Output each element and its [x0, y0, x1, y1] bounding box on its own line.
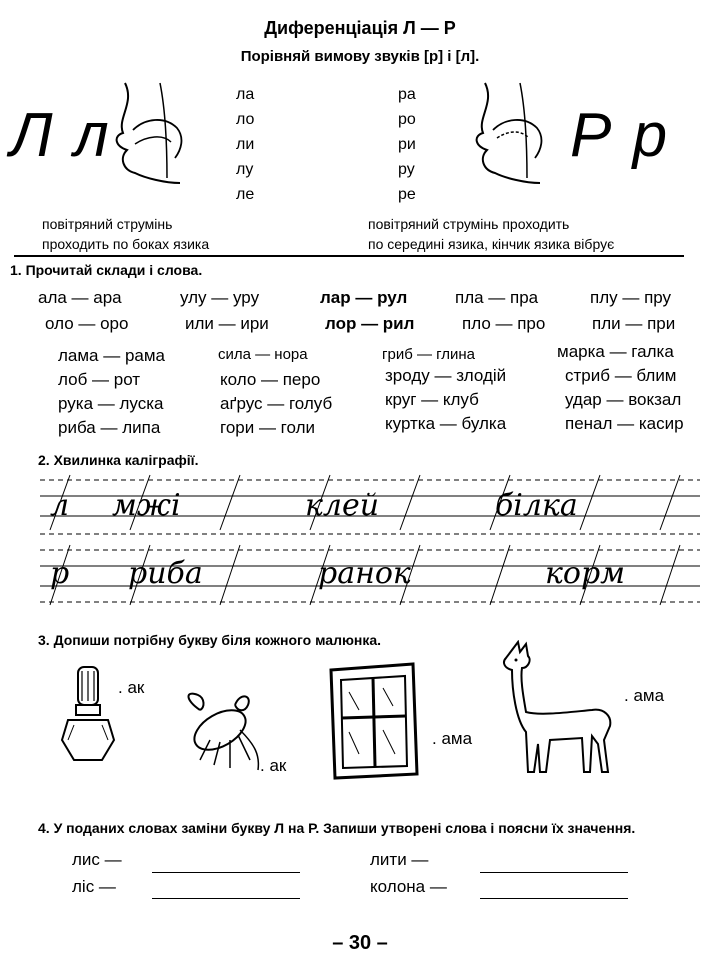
answer-blank[interactable]	[480, 872, 628, 873]
pair: пли — при	[592, 314, 676, 333]
word-pair: лама — рама	[58, 346, 166, 365]
syllable: ли	[236, 136, 255, 153]
task1-title: 1. Прочитай склади і слова.	[10, 262, 203, 278]
calligraphy-word: л	[50, 488, 70, 523]
description-line: повітряний струмінь	[42, 216, 173, 232]
task4-word: колона —	[370, 877, 447, 896]
pair: лар — рул	[320, 288, 408, 307]
word-pair: зроду — злодій	[385, 366, 507, 385]
word-pair: удар — вокзал	[565, 390, 682, 409]
calligraphy-word: риба	[128, 556, 203, 591]
word-pair: стриб — блим	[565, 366, 677, 385]
description-line: по середині язика, кінчик язика вібрує	[368, 236, 615, 252]
pair: ала — ара	[38, 288, 122, 307]
calligraphy-word: р	[50, 556, 70, 591]
word-pair: марка — галка	[557, 342, 674, 361]
answer-label: . ак	[118, 678, 145, 697]
word-pair: рука — луска	[58, 394, 164, 413]
description-l	[42, 214, 209, 254]
syllable: ро	[398, 111, 416, 128]
page-title: Диференціація Л — Р	[264, 18, 456, 38]
pair: оло — оро	[45, 314, 129, 333]
llama-icon	[500, 640, 620, 780]
pair: пла — пра	[455, 288, 539, 307]
page-number: – 30 –	[332, 932, 388, 954]
pair: улу — уру	[180, 288, 260, 307]
task2-title: 2. Хвилинка каліграфії.	[38, 452, 199, 468]
answer-label: . ак	[260, 756, 287, 775]
syllables-r	[398, 82, 416, 207]
pair: пло — про	[462, 314, 546, 333]
calligraphy-word: ранок	[318, 556, 411, 591]
syllable: ри	[398, 136, 416, 153]
word-pair: круг — клуб	[385, 390, 479, 409]
calligraphy-word: клей	[305, 488, 380, 523]
word-pair: куртка — булка	[385, 414, 507, 433]
word-pair: коло — перо	[220, 370, 321, 389]
mouth-profile-l-icon	[105, 78, 195, 188]
task3-title: 3. Допиши потрібну букву біля кожного малюнка.	[38, 632, 382, 648]
syllable: ре	[398, 186, 416, 203]
word-pair: гори — голи	[220, 418, 316, 437]
word-pair: риба — липа	[58, 418, 161, 437]
mouth-profile-r-icon	[465, 78, 555, 188]
syllables-l	[236, 82, 254, 207]
letter-l: Л л	[10, 101, 111, 170]
syllable: ло	[236, 111, 255, 128]
syllable: ла	[236, 86, 255, 103]
word-pair: аґрус — голуб	[220, 394, 333, 413]
calligraphy-word: мжі	[112, 488, 181, 523]
calligraphy-word: білка	[495, 488, 578, 523]
syllable: ра	[398, 86, 416, 103]
page-subtitle: Порівняй вимову звуків [р] і [л].	[240, 48, 480, 65]
divider	[14, 255, 684, 257]
description-line: повітряний струмінь проходить	[368, 216, 570, 232]
task4-word: лис —	[72, 850, 122, 869]
letter-r: Р р	[570, 101, 670, 170]
answer-blank[interactable]	[480, 898, 628, 899]
answer-blank[interactable]	[152, 898, 300, 899]
word-pair: лоб — рот	[58, 370, 141, 389]
calligraphy-word: корм	[545, 556, 626, 591]
answer-label: . ама	[432, 729, 473, 748]
task4-title: 4. У поданих словах заміни букву Л на Р. Запиши утворені слова і поясни їх значення.	[38, 820, 636, 836]
word-pair: сила — нора	[218, 346, 308, 363]
answer-blank[interactable]	[152, 872, 300, 873]
window-frame-icon	[325, 662, 420, 780]
answer-label: . ама	[624, 686, 665, 705]
pair: лор — рил	[325, 314, 415, 333]
description-r	[368, 214, 614, 254]
crayfish-icon	[180, 690, 270, 775]
word-pair: пенал — касир	[565, 414, 684, 433]
task4-word: ліс —	[72, 877, 116, 896]
pair: или — ири	[185, 314, 269, 333]
nail-polish-icon	[58, 665, 118, 765]
syllable: ру	[398, 161, 415, 178]
syllable: лу	[236, 161, 254, 178]
description-line: проходить по боках язика	[42, 236, 210, 252]
pair: плу — пру	[590, 288, 672, 307]
syllable: ле	[236, 186, 255, 203]
word-pair: гриб — глина	[382, 346, 476, 363]
task4-word: лити —	[370, 850, 429, 869]
